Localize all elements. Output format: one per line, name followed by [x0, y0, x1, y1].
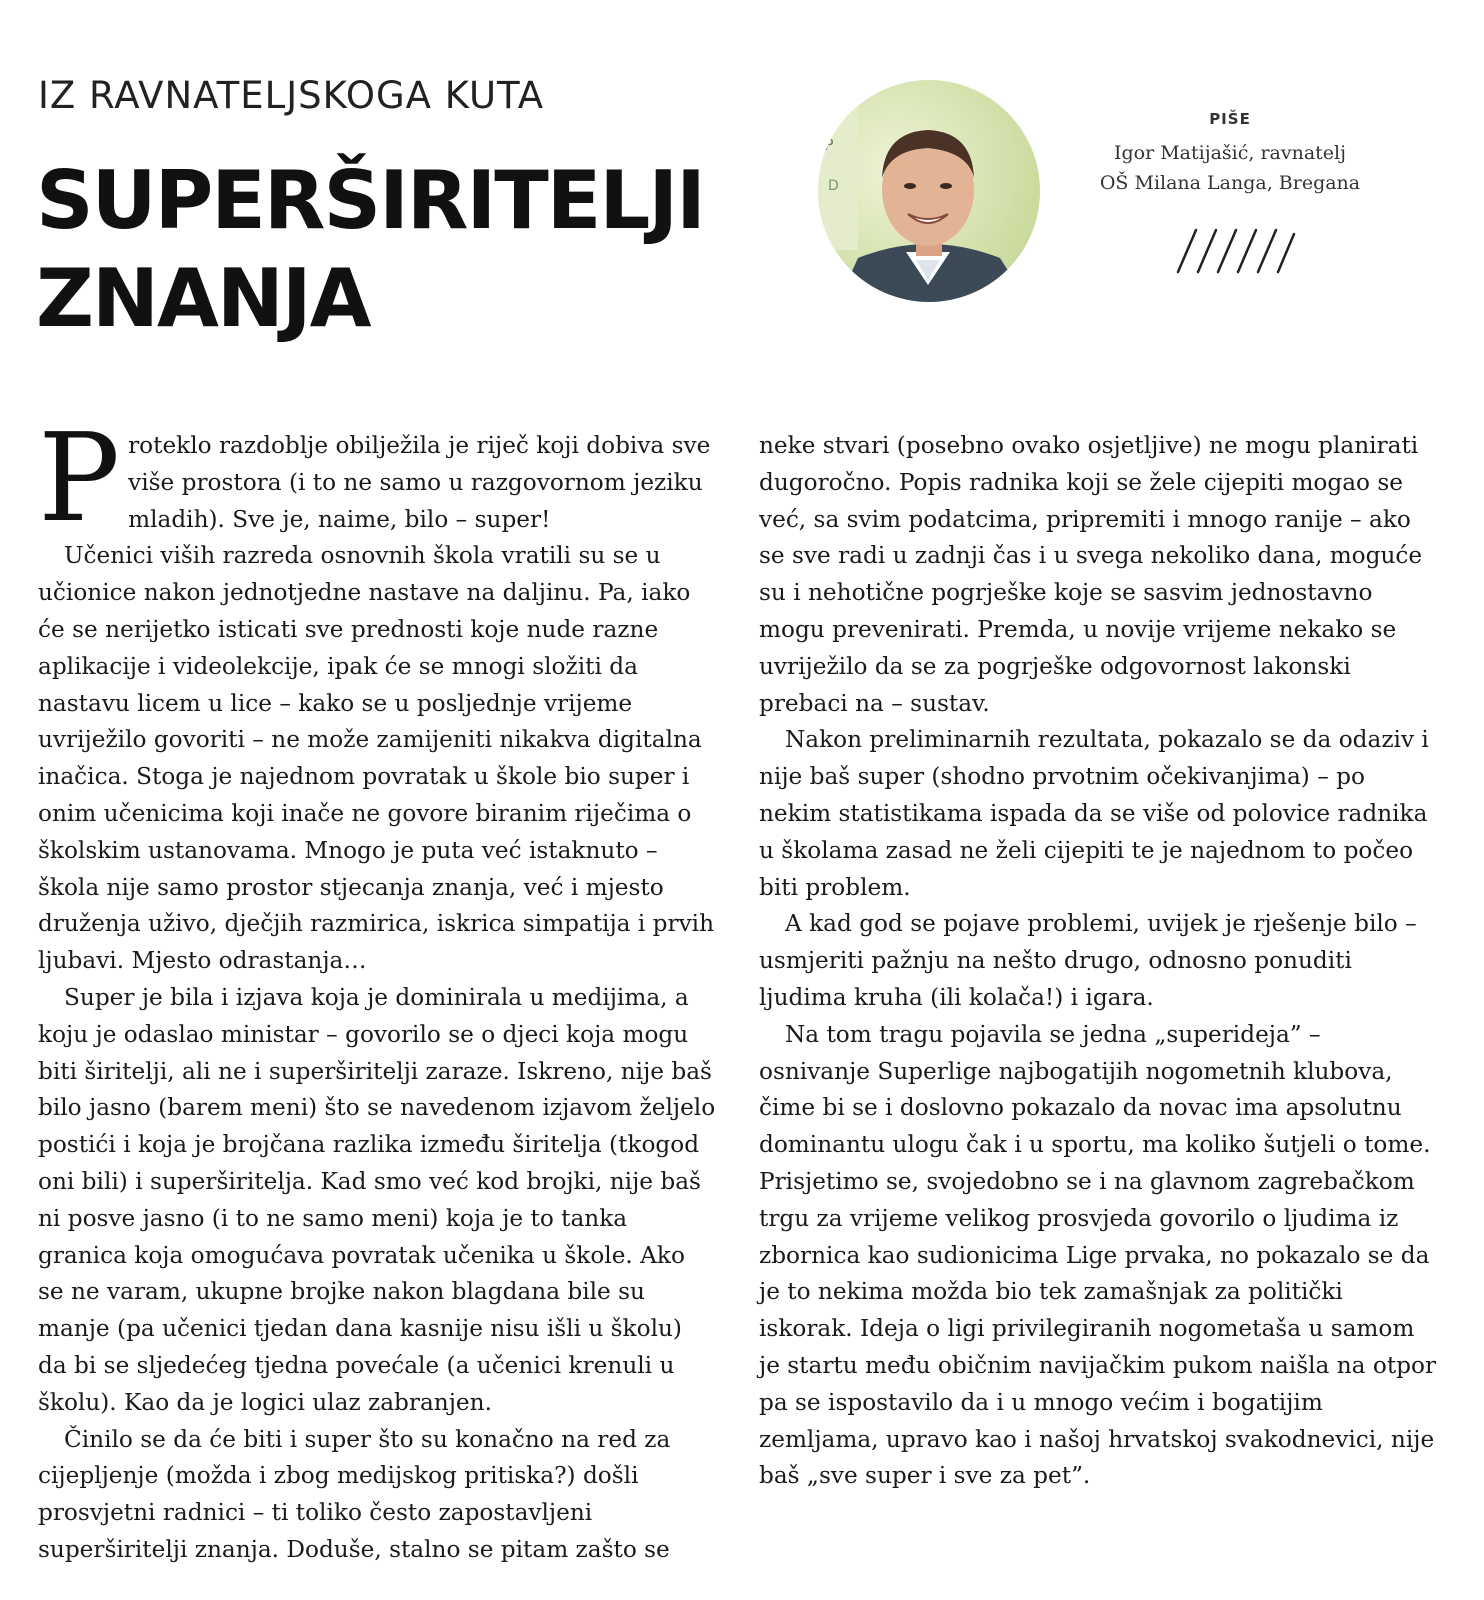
article-paragraph	[38, 407, 717, 549]
article-paragraph: A kad god se pojave problemi, uvijek je rješenje bilo – usmjeriti pažnju na nešto drugo, odnosno ponuditi ljudima kruha (ili kolača!) i igara.	[759, 910, 1417, 1011]
article-body	[38, 407, 1438, 1596]
svg-text:P: P	[824, 135, 834, 154]
article-paragraph: Činilo se da će biti i super što su konačno na red za cijepljenje (možda i zbog medijskog pritiska?) došli prosvjetni radnici – ti toliko često zapostavljeni superširitelji znanja. Doduše, stalno se pitam zašto se neke stvari (posebno ovako osjetljive) ne mogu planirati dugoročno. Popis radnika koji se žele cijepiti mogao se već, sa svim podatcima, pripremiti i mnogo ranije – ako se sve radi u zadnji čas i u svega nekoliko dana, moguće su i nehotične pogrješke koje se sasvim jednostavno mogu prevenirati. Premda, u novije vrijeme nekako se uvriježilo da se za pogrješke odgovornost lakonski prebaci na – sustav.	[38, 432, 1423, 1563]
byline-label: PIŠE	[1209, 110, 1251, 128]
author-photo	[818, 80, 1040, 302]
svg-text:D: D	[828, 178, 839, 194]
decorative-slashes	[1168, 228, 1296, 274]
author-school: OŠ Milana Langa, Bregana	[1099, 172, 1361, 194]
author-name: Igor Matijašić, ravnatelj	[1113, 142, 1347, 164]
headline	[36, 152, 704, 348]
section-label: IZ RAVNATELJSKOGA KUTA	[38, 74, 545, 117]
article-paragraph: Na tom tragu pojavila se jedna „superideja” – osnivanje Superlige najbogatijih nogometnih klubova, čime bi se i doslovno pokazalo da novac ima apsolutnu dominantu ulogu čak i u sportu, ma koliko šutjeli o tome. Prisjetimo se, svojedobno se i na glavnom zagrebačkom trgu za vrijeme velikog prosvjeda govorilo o ljudima iz zbornica kao sudionicima Lige prvaka, no pokazalo se da je to nekima možda bio tek zamašnjak za politički iskorak. Ideja o ligi privilegiranih nogometaša u samom je startu među običnim navijačkim pukom naišla na otpor pa se ispostavilo da i u mnogo većim i bogatijim zemljama, upravo kao i našoj hrvatskoj svakodnevici, nije baš „sve super i sve za pet”.	[759, 1020, 1437, 1490]
paragraph-text: roteklo razdoblje obilježila je riječ koji dobiva sve više prostora (i to ne samo u razgovornom jeziku mladih). Sve je, naime, bilo – super!	[128, 432, 711, 533]
article-paragraph: Super je bila i izjava koja je dominirala u medijima, a koju je odaslao ministar – govorilo se o djeci koja mogu biti širitelji, ali ne i superširitelji zaraze. Iskreno, nije baš bilo jasno (barem meni) što se navedenom izjavom željelo postići i koja je brojčana razlika između širitelja (tkogod oni bili) i superširitelja. Kad smo već kod brojki, nije baš ni posve jasno (i to ne samo meni) koja je to tanka granica koja omogućava povratak učenika u škole. Ako se ne varam, ukupne brojke nakon blagdana bile su manje (pa učenici tjedan dana kasnije nisu išli u školu) da bi se sljedećeg tjedna povećale (a učenici krenuli u školu). Kao da je logici ulaz zabranjen.	[38, 983, 716, 1416]
drop-cap: P	[38, 407, 121, 549]
headline-line-2: ZNANJA	[36, 252, 370, 345]
article-paragraph: Nakon preliminarnih rezultata, pokazalo se da odaziv i nije baš super (shodno prvotnim očekivanjima) – po nekim statistikama ispada da se više od polovice radnika u školama zasad ne želi cijepiti te je najednom to počeo biti problem.	[759, 726, 1429, 901]
headline-line-1: SUPERŠIRITELJI	[36, 154, 704, 247]
article-paragraph: Učenici viših razreda osnovnih škola vratili su se u učionice nakon jednotjedne nastave na daljinu. Pa, iako će se nerijetko isticati sve prednosti koje nude razne aplikacije i videolekcije, ipak će se mnogi složiti da nastavu licem u lice – kako se u posljednje vrijeme uvriježilo govoriti – ne može zamijeniti nikakva digitalna inačica. Stoga je najednom povratak u škole bio super i onim učenicima koji inače ne govore biranim riječima o školskim ustanovama. Mnogo je puta već istaknuto – škola nije samo prostor stjecanja znanja, već i mjesto druženja uživo, dječjih razmirica, iskrica simpatija i prvih ljubavi. Mjesto odrastanja…	[38, 542, 715, 975]
byline	[1060, 110, 1400, 198]
